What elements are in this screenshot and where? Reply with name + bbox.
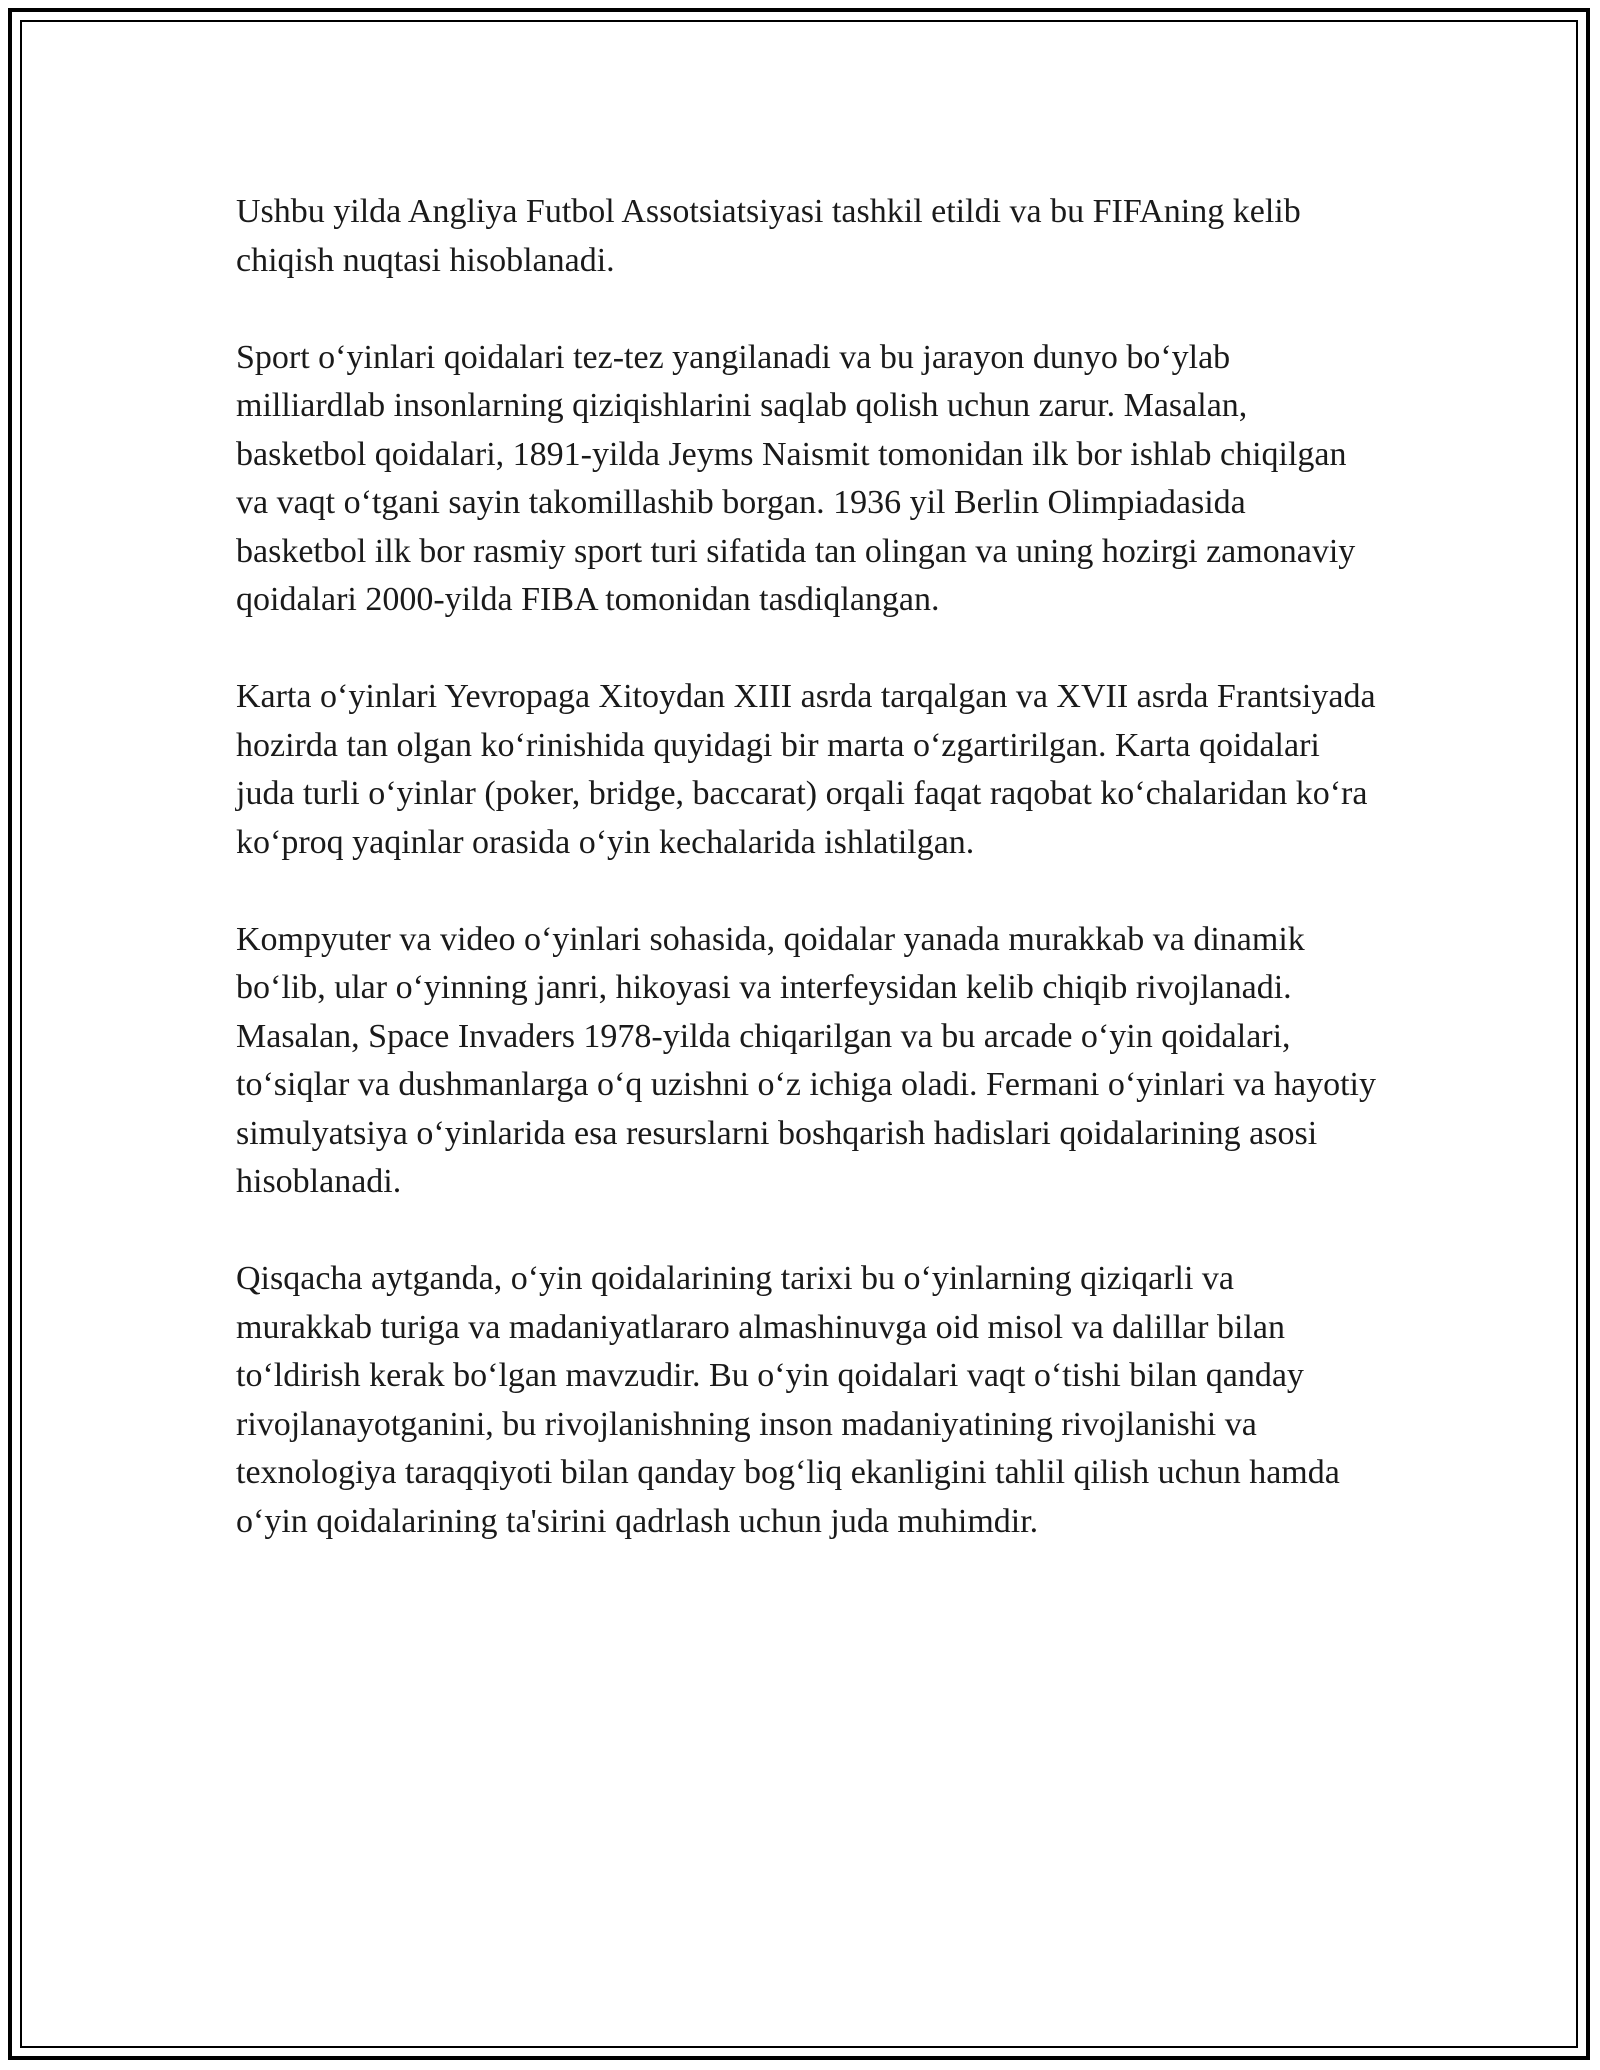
paragraph-video-games: Kompyuter va video o‘yinlari sohasida, qoidalar yanada murakkab va dinamik bo‘lib, ular o‘yinning janri, hikoyasi va interfeysidan kelib chiqib rivojlanadi. Masalan, Space Invaders 1978-yilda chiqarilgan va bu arcade o‘yin qoidalari, to‘siqlar va dushmanlarga o‘q uzishni o‘z ichiga oladi. Fermani o‘yinlari va hayotiy simulyatsiya o‘yinlarida esa resurslarni boshqarish hadislari qoidalarining asosi hisoblanadi. [236,920,1376,1200]
paragraph-card-games: Karta o‘yinlari Yevropaga Xitoydan XIII asrda tarqalgan va XVII asrda Frantsiyada hozirda tan olgan ko‘rinishida quyidagi bir marta o‘zgartirilgan. Karta qoidalari juda turli o‘yinlar (poker, bridge, baccarat) orqali faqat raqobat ko‘chalaridan ko‘ra ko‘proq yaqinlar orasida o‘yin kechalarida ishlatilgan. [236,678,1376,861]
paragraph-football-association: Ushbu yilda Angliya Futbol Assotsiatsiyasi tashkil etildi va bu FIFAning kelib chiqish nuqtasi hisoblanadi. [236,193,1301,279]
document-body [236,188,1376,1595]
paragraph-summary: Qisqacha aytganda, o‘yin qoidalarining tarixi bu o‘yinlarning qiziqarli va murakkab turiga va madaniyatlararo almashinuvga oid misol va dalillar bilan to‘ldirish kerak bo‘lgan mavzudir. Bu o‘yin qoidalari vaqt o‘tishi bilan qanday rivojlanayotganini, bu rivojlanishning inson madaniyatining rivojlanishi va texnologiya taraqqiyoti bilan qanday bog‘liq ekanligini tahlil qilish uchun hamda o‘yin qoidalarining ta'sirini qadrlash uchun juda muhimdir. [236,1260,1340,1540]
paragraph-sport-rules: Sport o‘yinlari qoidalari tez-tez yangilanadi va bu jarayon dunyo bo‘ylab milliardlab insonlarning qiziqishlarini saqlab qolish uchun zarur. Masalan, basketbol qoidalari, 1891-yilda Jeyms Naismit tomonidan ilk bor ishlab chiqilgan va vaqt o‘tgani sayin takomillashib borgan. 1936 yil Berlin Olimpiadasida basketbol ilk bor rasmiy sport turi sifatida tan olingan va uning hozirgi zamonaviy qoidalari 2000-yilda FIBA tomonidan tasdiqlangan. [236,338,1356,618]
